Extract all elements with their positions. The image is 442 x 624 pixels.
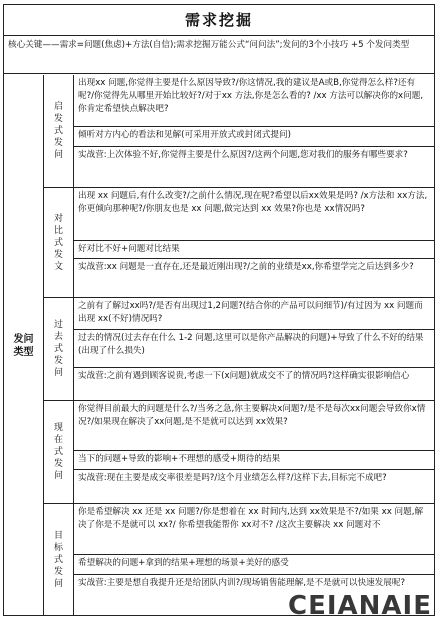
section-label-cell	[44, 298, 74, 400]
table-cell-method: 好对比不好+问题对比结果	[74, 241, 434, 259]
section-label: 启发式发问	[53, 102, 63, 160]
section-label-cell	[44, 188, 74, 297]
watermark-logo: CEIANAIE	[288, 591, 432, 621]
section-label: 对比式发文	[53, 213, 63, 272]
section-past	[44, 298, 434, 401]
table-cell-example: 出现 xx 问题后,有什么改变?/之前什么情况,现在呢?希望以后xx效果是吗? /x方法和 xx方法,你更倾向那种呢?/你朋友也是 xx 问题,做完达到 xx 效果?你也是 xx情况吗?	[74, 188, 434, 241]
table-cell-example: 你觉得目前最大的问题是什么?/当务之急,你主要解决x问题?/是不是每次xx问题会导致你x情况?/如果现在解决了xx问题,是不是就可以达到 xx效果?	[74, 401, 434, 451]
table-cell-practice: 实战营:之前有遇到顾客说贵,考虑一下(x问题)就成交不了的情况吗?这样确实很影响信心	[78, 371, 410, 381]
section-heuristic	[44, 75, 434, 188]
table-cell-example: 你是希望解决 xx 还是 xx 问题?/你是想着在 xx 时间内,达到 xx效果是不?/如果 xx 问题,解决了你是不是就可以 xx?/ 你希望我能帮你 xx对不? /这次主要解决 xx 问题对不	[74, 504, 434, 555]
table-cell-example: 之前有了解过xx吗?/是否有出现过1,2问题?(结合你的产品可以问细节)/有过因为 xx 问题而出现 xx(不好)情况吗?	[74, 298, 434, 330]
question-type-table	[4, 75, 434, 616]
section-comparison	[44, 188, 434, 298]
section-label-cell	[44, 401, 74, 503]
section-label-cell	[44, 504, 74, 616]
left-header-label: 发问类型	[13, 333, 34, 358]
table-cell-method: 过去的情况(过去存在什么 1-2 问题,这里可以是你产品解决的问题)+导致了什么不好的结果(出现了什么损失)	[74, 330, 434, 368]
table-cell-practice: 实战营:现在主要是成交率很差是吗?/这个月业绩怎么样?/这样下去,目标完不成吧?	[78, 473, 387, 483]
table-cell-method: 希望解决的问题+拿到的结果+理想的场景+美好的感受	[74, 555, 434, 575]
section-label: 现在式发问	[53, 423, 63, 481]
table-cell-method: 当下的问题+导致的影响+不理想的感受+期待的结果	[74, 451, 434, 470]
table-cell-practice: 实战营:xx 问题是一直存在,还是最近刚出现?/之前的业绩是xx,你希望学完之后达到多少?	[78, 262, 414, 272]
page-title: 需求挖掘	[4, 5, 434, 36]
table-cell-method: 倾听对方内心的看法和见解(可采用开放式或封闭式提问)	[74, 127, 434, 147]
left-header-cell	[4, 75, 44, 616]
section-present	[44, 401, 434, 504]
section-label-cell	[44, 75, 74, 187]
table-cell-practice: 实战营:上次体验不好,你觉得主要是什么原因?/这两个问题,您对我们的服务有哪些要求?	[78, 150, 408, 160]
section-label: 目标式发问	[53, 531, 63, 589]
table-cell-example: 出现xx 问题,你觉得主要是什么原因导致?/你这情况,我的建议是A或B,你觉得怎么样?还有呢?/你觉得先从哪里开始比较好?/对于xx 方法,你是怎么看的? /xx 方法可以解决你的x问题,你肯定希望快点解决吧?	[74, 75, 434, 127]
section-label: 过去式发问	[53, 320, 63, 378]
document-sheet	[3, 4, 435, 616]
table-cell-practice: 实战营:主要是想自我提升还是给团队内训?/现场销售能理解,是不是就可以快速发展呢?	[78, 578, 406, 588]
intro-text: 核心关键——需求=问题(焦虑)+方法(自信);需求挖掘万能公式“问问法”;发问的3个小技巧 +5 个发问类型	[4, 36, 434, 74]
